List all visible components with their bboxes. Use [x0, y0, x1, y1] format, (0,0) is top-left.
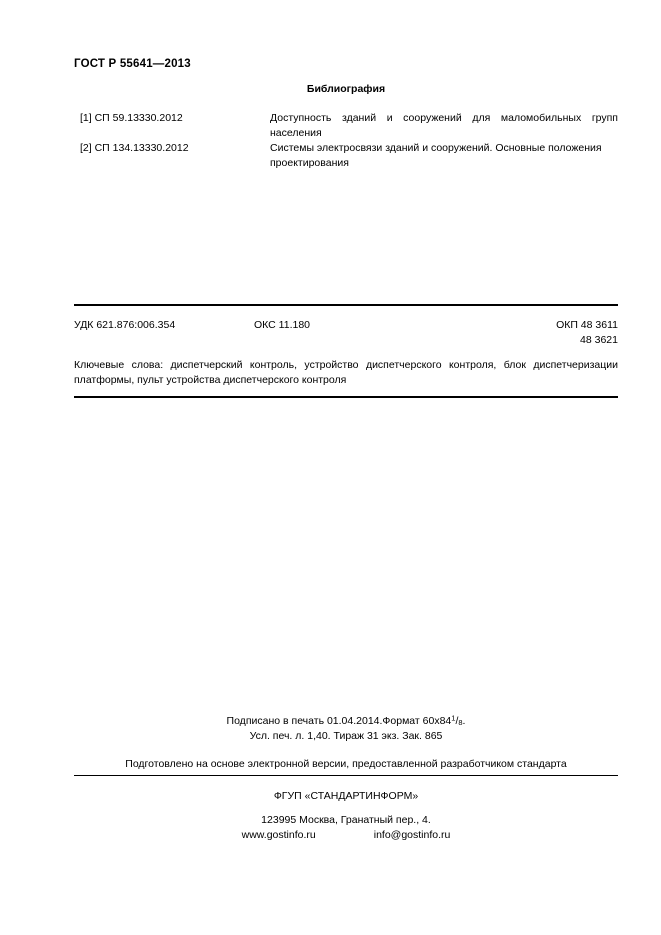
- bibliography-entry-description: Системы электросвязи зданий и сооружений. Основные положения проектирования: [270, 142, 602, 169]
- bibliography-entry: [74, 141, 618, 170]
- imprint-line-1: [74, 714, 618, 729]
- bibliography-heading: Библиография: [306, 83, 386, 95]
- format-fraction: $^1/_8$: [451, 713, 463, 727]
- bibliography-list: [74, 111, 618, 171]
- bibliography-entry-ref: [1] СП 59.13330.2012: [80, 112, 183, 124]
- keywords-paragraph: Ключевые слова: диспетчерский контроль, устройство диспетчерского контроля, блок диспетчеризации платформы, пульт устройства диспетчерского контроля: [74, 359, 618, 386]
- okp-code-line-2: 48 3621: [580, 333, 618, 346]
- bibliography-entry-description: Доступность зданий и сооружений для маломобильных групп населения: [270, 112, 618, 139]
- classification-codes: [74, 318, 618, 352]
- publisher-email[interactable]: info@gostinfo.ru: [373, 829, 451, 841]
- horizontal-rule-below-prepared-note: [74, 775, 618, 776]
- prepared-note: Подготовлено на основе электронной версии, предоставленной разработчиком стандарта: [125, 758, 567, 770]
- udk-code: УДК 621.876:006.354: [74, 319, 176, 331]
- publisher-address: 123995 Москва, Гранатный пер., 4.: [261, 814, 431, 826]
- fraction-denominator: 8: [458, 717, 463, 727]
- publisher-contacts: [74, 828, 618, 843]
- running-header: ГОСТ Р 55641—2013: [74, 58, 191, 70]
- publisher-name: ФГУП «СТАНДАРТИНФОРМ»: [273, 790, 419, 802]
- publisher-block: [74, 789, 618, 843]
- bibliography-entry: [74, 111, 618, 140]
- okp-code-line-1: ОКП 48 3611: [556, 319, 618, 331]
- publisher-website[interactable]: www.gostinfo.ru: [241, 829, 316, 841]
- bibliography-entry-ref: [2] СП 134.13330.2012: [80, 142, 189, 154]
- imprint-line-2: Усл. печ. л. 1,40. Тираж 31 экз. Зак. 865: [249, 729, 443, 742]
- imprint-line-1-suffix: .: [462, 715, 466, 727]
- imprint-line-1-prefix: Подписано в печать 01.04.2014.Формат 60x84: [226, 715, 452, 727]
- fraction-numerator: 1: [451, 713, 456, 723]
- imprint-block: [74, 714, 618, 743]
- horizontal-rule-above-codes: [74, 304, 618, 306]
- horizontal-rule-below-keywords: [74, 396, 618, 398]
- okp-code: [556, 318, 618, 347]
- oks-code: ОКС 11.180: [254, 319, 311, 331]
